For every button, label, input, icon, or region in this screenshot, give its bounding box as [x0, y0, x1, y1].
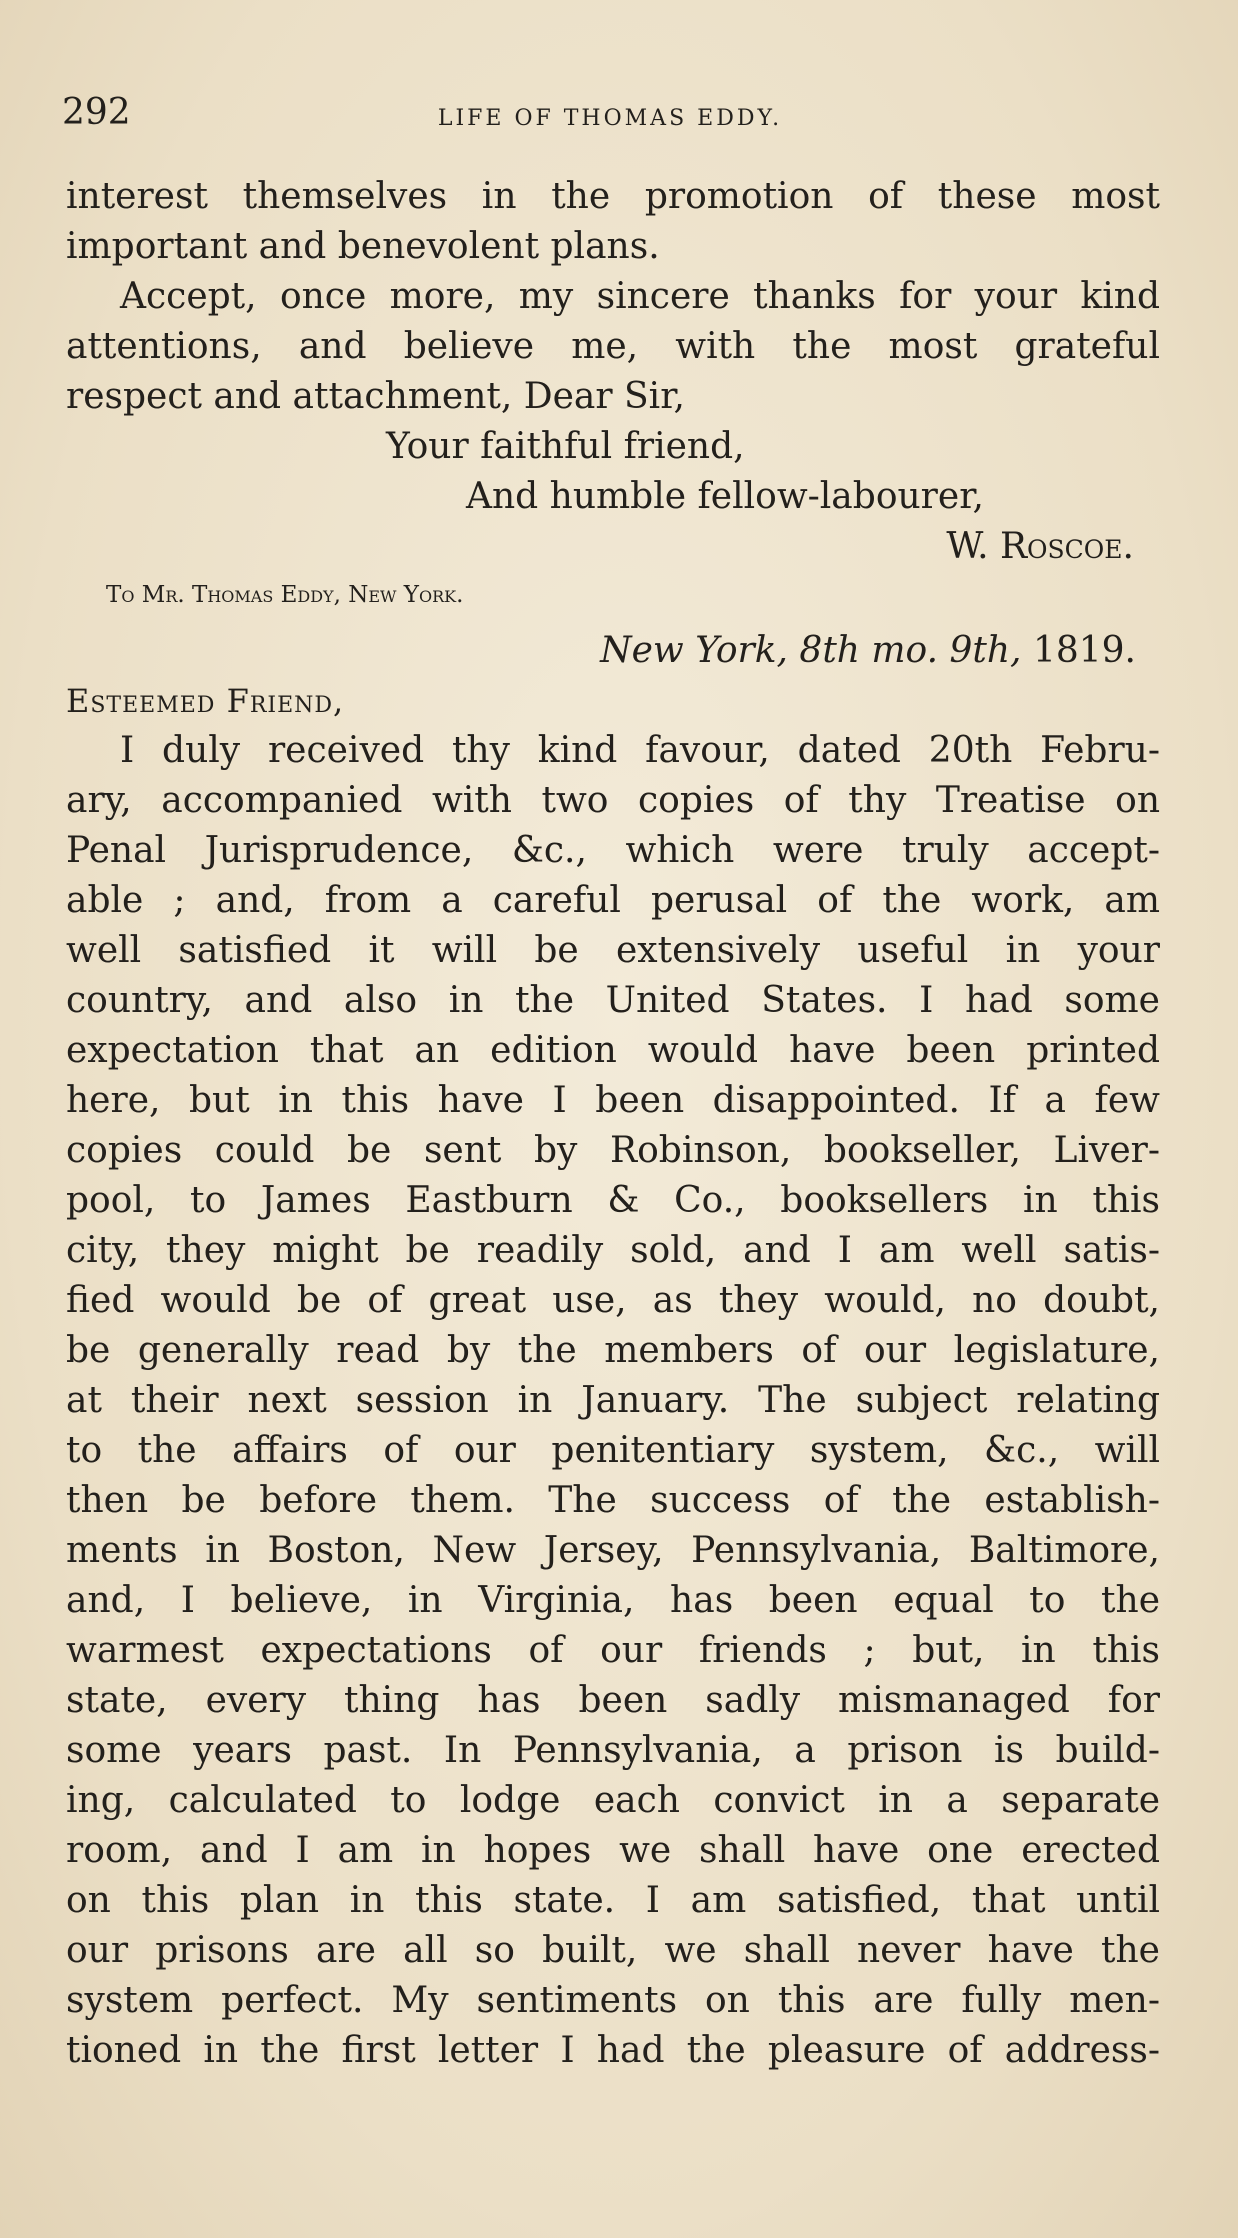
text-line: to the affairs of our penitentiary system, &c., will: [66, 1430, 1160, 1471]
page-number: 292: [62, 92, 131, 133]
text-line: our prisons are all so built, we shall never have the: [66, 1930, 1160, 1971]
text-line: and, I believe, in Virginia, has been equal to the: [66, 1580, 1160, 1621]
closing-line: And humble fellow-labourer,: [466, 476, 984, 517]
text-line: country, and also in the United States. I had some: [66, 980, 1160, 1021]
text-line: city, they might be readily sold, and I am well satis-: [66, 1230, 1160, 1271]
text-line: on this plan in this state. I am satisfied, that until: [66, 1880, 1160, 1921]
text-line: tioned in the first letter I had the pleasure of address-: [66, 2030, 1160, 2071]
dateline-place: New York, 8th mo. 9th,: [600, 630, 1022, 671]
text-line: room, and I am in hopes we shall have one erected: [66, 1830, 1160, 1871]
text-line: ing, calculated to lodge each convict in a separate: [66, 1780, 1160, 1821]
text-line: Accept, once more, my sincere thanks for your kind: [120, 276, 1160, 317]
text-line: important and benevolent plans.: [66, 226, 660, 267]
running-title: LIFE OF THOMAS EDDY.: [437, 106, 783, 131]
dateline: [66, 626, 1160, 676]
addressee: To Mr. Thomas Eddy, New York.: [106, 582, 464, 608]
text-line: here, but in this have I been disappointed. If a few: [66, 1080, 1160, 1121]
text-line: be generally read by the members of our legislature,: [66, 1330, 1160, 1371]
text-line: I duly received thy kind favour, dated 20th Febru-: [120, 730, 1160, 771]
text-line: interest themselves in the promotion of these most: [66, 176, 1160, 217]
text-line: ments in Boston, New Jersey, Pennsylvania, Baltimore,: [66, 1530, 1160, 1571]
closing-line: Your faithful friend,: [386, 426, 745, 467]
text-line: respect and attachment, Dear Sir,: [66, 376, 685, 417]
text-line: fied would be of great use, as they would, no doubt,: [66, 1280, 1160, 1321]
text-line: then be before them. The success of the establish-: [66, 1480, 1160, 1521]
signature: W. Roscoe.: [946, 526, 1134, 567]
text-line: well satisfied it will be extensively useful in your: [66, 930, 1160, 971]
text-line: copies could be sent by Robinson, bookseller, Liver-: [66, 1130, 1160, 1171]
text-line: pool, to James Eastburn & Co., booksellers in this: [66, 1180, 1160, 1221]
text-line: state, every thing has been sadly mismanaged for: [66, 1680, 1160, 1721]
text-line: ary, accompanied with two copies of thy Treatise on: [66, 780, 1160, 821]
text-line: expectation that an edition would have been printed: [66, 1030, 1160, 1071]
text-line: at their next session in January. The subject relating: [66, 1380, 1160, 1421]
text-line: attentions, and believe me, with the most grateful: [66, 326, 1160, 367]
body-text: [66, 172, 1160, 2076]
dateline-year: 1819.: [1032, 630, 1136, 671]
text-line: system perfect. My sentiments on this are fully men-: [66, 1980, 1160, 2021]
running-head: [62, 92, 1158, 142]
text-line: Penal Jurisprudence, &c., which were truly accept-: [66, 830, 1160, 871]
text-line: able ; and, from a careful perusal of the work, am: [66, 880, 1160, 921]
salutation: Esteemed Friend,: [66, 682, 345, 720]
text-line: warmest expectations of our friends ; but, in this: [66, 1630, 1160, 1671]
text-line: some years past. In Pennsylvania, a prison is build-: [66, 1730, 1160, 1771]
